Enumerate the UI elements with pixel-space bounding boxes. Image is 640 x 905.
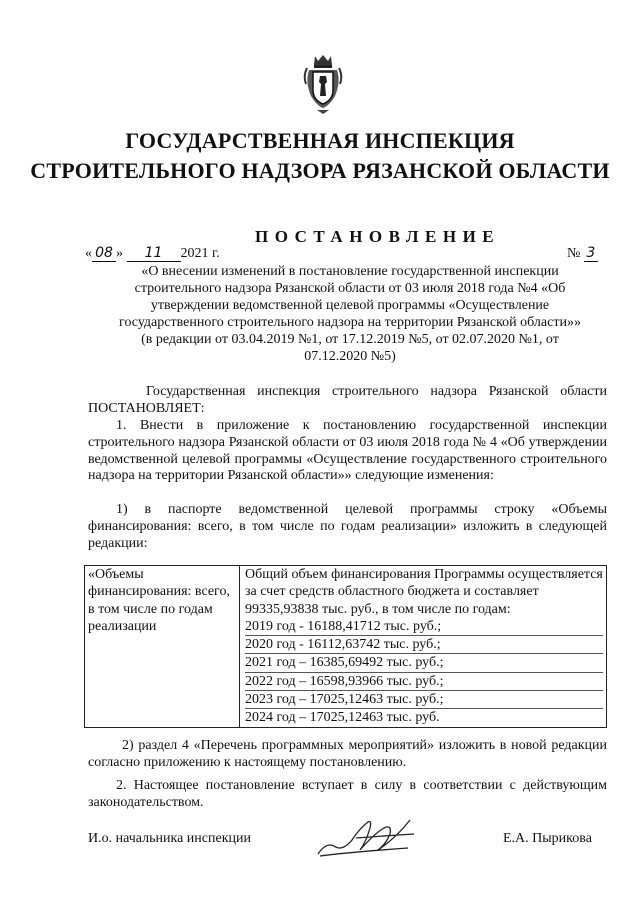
funding-year: 2022 год – 16598,93966 тыс. руб.; bbox=[245, 673, 603, 691]
redaction-line: (в редакции от 03.04.2019 №1, от 17.12.2019 №5, от 02.07.2020 №1, от bbox=[141, 332, 559, 347]
subject-line: строительного надзора Рязанской области от 03 июля 2018 года №4 «Об bbox=[134, 281, 566, 296]
handwritten-signature bbox=[312, 812, 422, 860]
date-close-quote: » bbox=[116, 246, 123, 261]
item-2: 2. Настоящее постановление вступает в силу в соответствии с действующим законодательством. bbox=[88, 778, 607, 810]
item-1-1: 1) в паспорте ведомственной целевой программы строку «Объемы финансирования: всего, в том числе по годам реализации» изложить в следующей редакции: bbox=[88, 502, 607, 551]
date-month: 11 bbox=[127, 245, 181, 262]
funding-total: Общий объем финансирования Программы осуществляется за счет средств областного бюджета и составляет 99335,93838 тыс. руб., в том числе по годам: bbox=[245, 567, 603, 617]
date-year: 2021 г. bbox=[180, 246, 220, 261]
funding-table bbox=[84, 565, 607, 728]
intro-paragraph bbox=[88, 384, 607, 418]
org-name-line1: ГОСУДАРСТВЕННАЯ ИНСПЕКЦИЯ bbox=[125, 128, 515, 153]
redaction-note bbox=[85, 331, 615, 365]
table-row bbox=[85, 566, 607, 728]
funding-year: 2021 год – 16385,69492 тыс. руб.; bbox=[245, 654, 603, 672]
ryazan-coat-of-arms-icon bbox=[303, 52, 343, 114]
item-1-2: 2) раздел 4 «Перечень программных мероприятий» изложить в новой редакции согласно приложению к настоящему постановлению. bbox=[88, 738, 607, 770]
document-number bbox=[567, 245, 598, 262]
redaction-line: 07.12.2020 №5) bbox=[304, 349, 396, 364]
document-date bbox=[85, 245, 220, 262]
funding-value-cell bbox=[240, 566, 607, 728]
funding-year: 2019 год - 16188,41712 тыс. руб.; bbox=[245, 618, 603, 636]
number-label: № bbox=[567, 246, 581, 261]
funding-year: 2020 год - 16112,63742 тыс. руб.; bbox=[245, 636, 603, 654]
item-1: 1. Внести в приложение к постановлению государственной инспекции строительного надзора Рязанской области от 03 июля 2018 года № 4 «Об утверждении ведомственной целевой программы «Осуществление государственного строительного надзора на территории Рязанской области»» следующие изменения: bbox=[88, 418, 607, 484]
number-value: 3 bbox=[584, 245, 598, 262]
subject-line: утверждении ведомственной целевой программы «Осуществление bbox=[150, 298, 550, 313]
date-open-quote: « bbox=[85, 246, 92, 261]
signatory-role: И.о. начальника инспекции bbox=[88, 831, 251, 846]
document-type: ПОСТАНОВЛЕНИЕ bbox=[255, 227, 501, 246]
intro-decree: ПОСТАНОВЛЯЕТ: bbox=[88, 400, 205, 416]
document-subject bbox=[85, 263, 615, 331]
subject-line: государственного строительного надзора на территории Рязанской области»» bbox=[119, 315, 581, 330]
funding-label-cell: «Объемы финансирования: всего, в том числе по годам реализации bbox=[85, 566, 240, 728]
funding-year: 2023 год – 17025,12463 тыс. руб.; bbox=[245, 691, 603, 709]
funding-year: 2024 год – 17025,12463 тыс. руб. bbox=[245, 710, 440, 726]
intro-text: Государственная инспекция строительного надзора Рязанской области bbox=[146, 384, 607, 399]
subject-line: «О внесении изменений в постановление государственной инспекции bbox=[141, 264, 559, 279]
org-name-line2: СТРОИТЕЛЬНОГО НАДЗОРА РЯЗАНСКОЙ ОБЛАСТИ bbox=[30, 158, 610, 183]
signatory-name: Е.А. Пырикова bbox=[503, 831, 592, 846]
date-day: 08 bbox=[92, 245, 116, 262]
